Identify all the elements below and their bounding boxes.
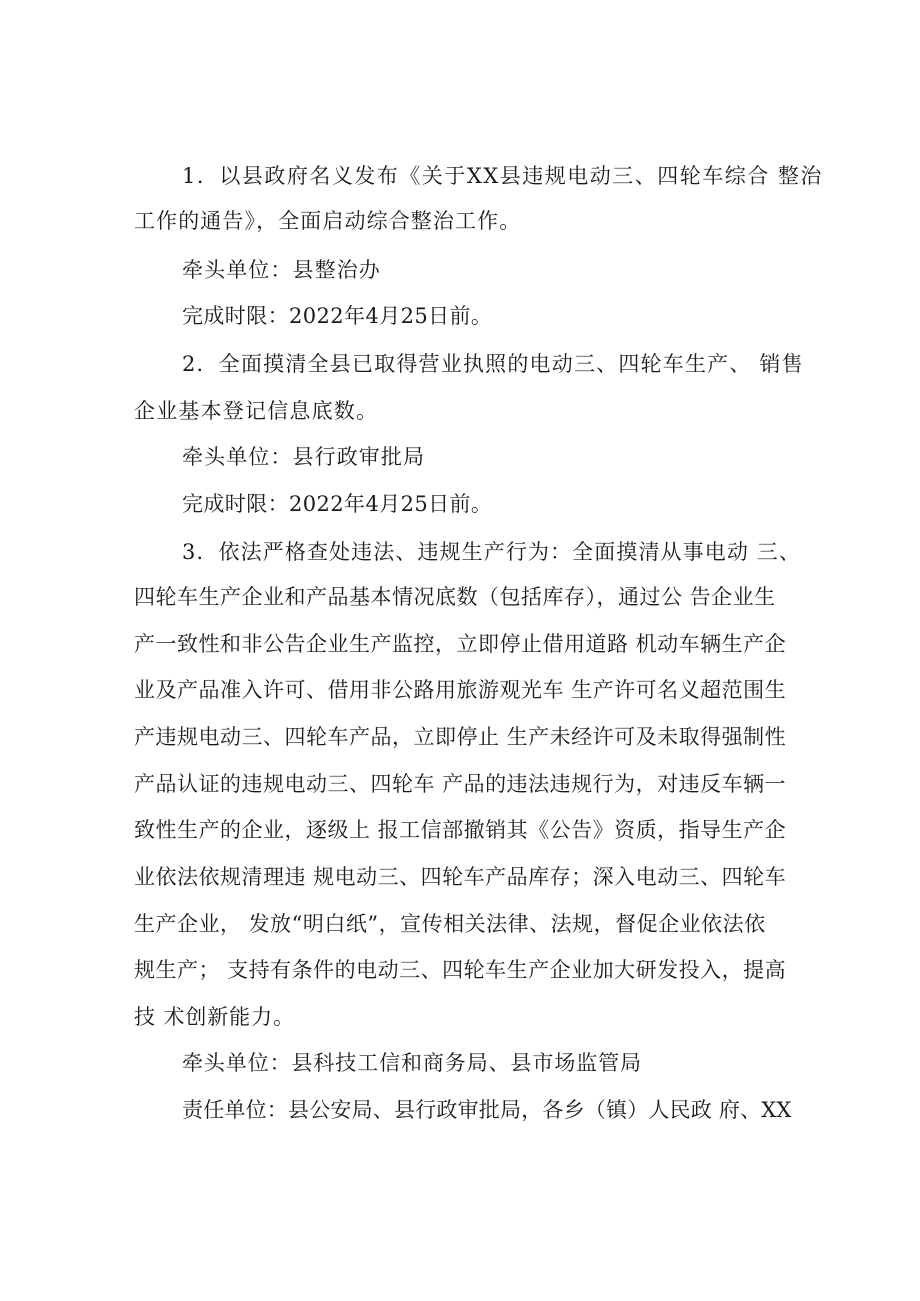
paragraph-2-line-1: 2．全面摸清全县已取得营业执照的电动三、四轮车生产、 销售 bbox=[182, 352, 804, 376]
paragraph-3-line-4: 业及产品准入许可、借用非公路用旅游观光车 生产许可名义超范围生 bbox=[134, 678, 787, 702]
paragraph-3-line-5: 产违规电动三、四轮车产品，立即停止 生产未经许可及未取得强制性 bbox=[134, 725, 787, 749]
lead-unit-3: 牵头单位：县科技工信和商务局、县市场监管局 bbox=[182, 1051, 642, 1075]
paragraph-3-line-1: 3．依法严格查处违法、违规生产行为：全面摸清从事电动 三、 bbox=[182, 540, 801, 564]
paragraph-1-line-2: 工作的通告》，全面启动综合整治工作。 bbox=[134, 209, 522, 233]
paragraph-3-line-10: 规生产； 支持有条件的电动三、四轮车生产企业加大研发投入，提高 bbox=[134, 958, 787, 982]
deadline-2: 完成时限：2022年4月25日前。 bbox=[182, 492, 493, 516]
paragraph-3-line-2: 四轮车生产企业和产品基本情况底数（包括库存），通过公 告企业生 bbox=[134, 585, 776, 609]
paragraph-1-line-1: 1．以县政府名义发布《关于XX县违规电动三、四轮车综合 整治 bbox=[182, 164, 823, 188]
paragraph-3-line-3: 产一致性和非公告企业生产监控，立即停止借用道路 机动车辆生产企 bbox=[134, 632, 787, 656]
paragraph-3-line-8: 业依法依规清理违 规电动三、四轮车产品库存；深入电动三、四轮车 bbox=[134, 865, 787, 889]
paragraph-3-line-11: 技 术创新能力。 bbox=[134, 1005, 295, 1029]
deadline-1: 完成时限：2022年4月25日前。 bbox=[182, 304, 493, 328]
paragraph-3-line-6: 产品认证的违规电动三、四轮车 产品的违法违规行为，对违反车辆一 bbox=[134, 772, 787, 796]
lead-unit-2: 牵头单位：县行政审批局 bbox=[182, 445, 426, 469]
responsible-units: 责任单位：县公安局、县行政审批局，各乡（镇）人民政 府、XX bbox=[182, 1098, 792, 1122]
paragraph-3-line-9: 生产企业， 发放“明白纸”，宣传相关法律、法规，督促企业依法依 bbox=[134, 912, 766, 936]
paragraph-3-line-7: 致性生产的企业，逐级上 报工信部撤销其《公告》资质，指导生产企 bbox=[134, 818, 787, 842]
paragraph-2-line-2: 企业基本登记信息底数。 bbox=[134, 399, 379, 423]
lead-unit-1: 牵头单位：县整治办 bbox=[182, 258, 381, 282]
